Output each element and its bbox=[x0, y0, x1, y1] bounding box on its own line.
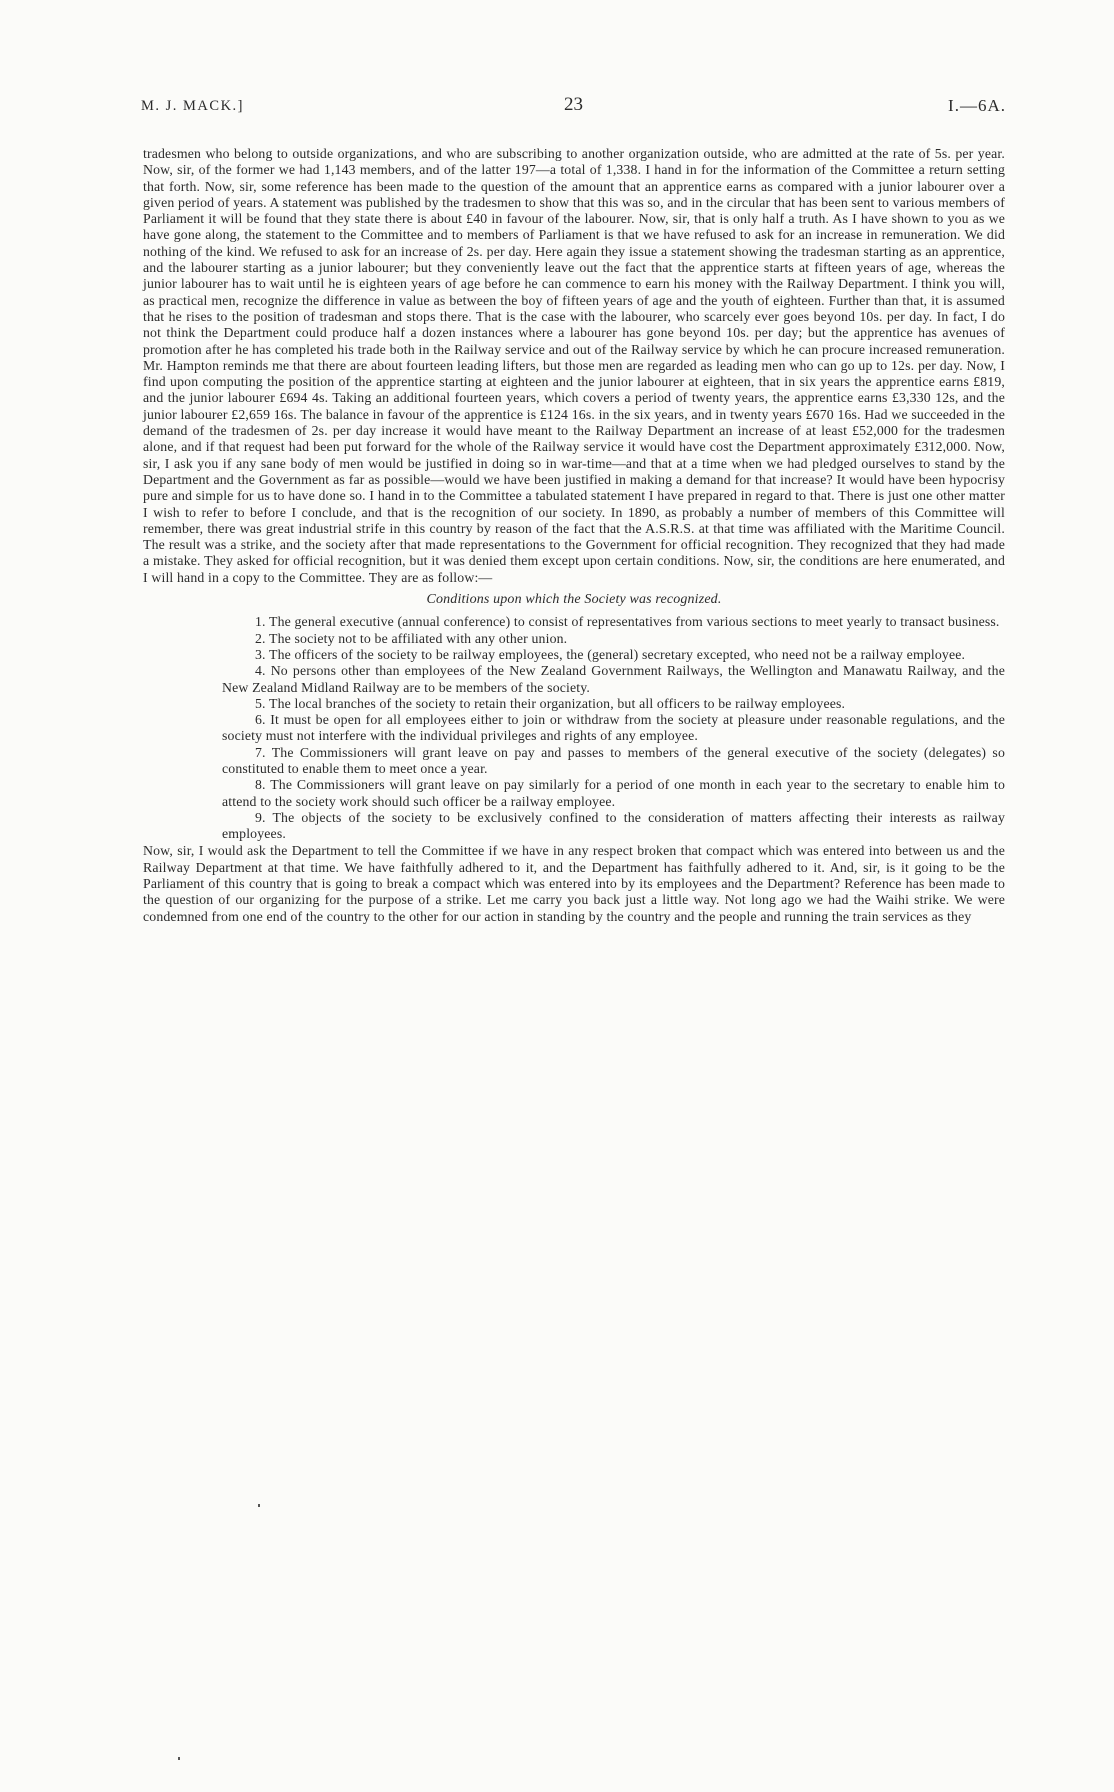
conditions-list bbox=[222, 614, 1005, 842]
page-header bbox=[141, 94, 1006, 122]
condition-item: 4. No persons other than employees of the New Zealand Government Railways, the Wellington and Manawatu Railway, and the New Zealand Midland Railway are to be members of the society. bbox=[222, 663, 1005, 695]
page-number: 23 bbox=[564, 94, 583, 115]
main-paragraph: tradesmen who belong to outside organizations, and who are subscribing to another organization outside, who are admitted at the rate of 5s. per year. Now, sir, of the former we had 1,143 members, and of the latter 197—a total of 1,338. I hand in for the information of the Committee a return setting that forth. Now, sir, some reference has been made to the question of the amount that an apprentice earns as compared with a junior labourer over a given period of years. A statement was published by the tradesmen to show that this was so, and in the circular that has been sent to various members of Parliament it will be found that they state there is about £40 in favour of the labourer. Now, sir, that is only half a truth. As I have shown to you as we have gone along, the statement to the Committee and to members of Parliament is that we have refused to ask for an increase in remuneration. We did nothing of the kind. We refused to ask for an increase of 2s. per day. Here again they issue a statement showing the tradesman starting as an apprentice, and the labourer starting as a junior labourer; but they conveniently leave out the fact that the apprentice starts at fifteen years of age, whereas the junior labourer has to wait until he is eighteen years of age before he can commence to earn his money with the Railway Department. I think you will, as practical men, recognize the difference in value as between the boy of fifteen years of age and the youth of eighteen. Further than that, it is assumed that he rises to the position of tradesman and stops there. That is the case with the labourer, who scarcely ever goes beyond 10s. per day. In fact, I do not think the Department could produce half a dozen instances where a labourer has gone beyond 10s. per day; but the apprentice has avenues of promotion after he has completed his trade both in the Railway service and out of the Railway service by which he can procure increased remuneration. Mr. Hampton reminds me that there are about fourteen leading lifters, but those men are regarded as leading men who can go up to 12s. per day. Now, I find upon computing the position of the apprentice starting at eighteen and the junior labourer at eighteen, that in six years the apprentice earns £819, and the junior labourer £694 4s. Taking an additional fourteen years, which covers a period of twenty years, the apprentice earns £3,330 12s, and the junior labourer £2,659 16s. The balance in favour of the apprentice is £124 16s. in the six years, and in twenty years £670 16s. Had we succeeded in the demand of the tradesmen of 2s. per day increase it would have meant to the Railway Department an increase of at least £52,000 for the tradesmen alone, and if that request had been put forward for the whole of the Railway service it would have cost the Department approximately £312,000. Now, sir, I ask you if any sane body of men would be justified in doing so in war-time—and that at a time when we had pledged ourselves to stand by the Department and the Government as far as possible—would we have been justified in making a demand for that increase? It would have been hypocrisy pure and simple for us to have done so. I hand in to the Committee a tabulated statement I have prepared in regard to that. There is just one other matter I wish to refer to before I conclude, and that is the recognition of our society. In 1890, as probably a number of members of this Committee will remember, there was great industrial strife in this country by reason of the fact that the A.S.R.S. at that time was affiliated with the Maritime Council. The result was a strike, and the society after that made representations to the Government for official recognition. They recognized that they had made a mistake. They asked for official recognition, but it was denied them except upon certain conditions. Now, sir, the conditions are here enumerated, and I will hand in a copy to the Committee. They are as follow:— bbox=[143, 146, 1005, 585]
condition-item: 8. The Commissioners will grant leave on pay similarly for a period of one month in each year to the secretary to enable him to attend to the society work should such officer be a railway employee. bbox=[222, 777, 1005, 809]
condition-item: 9. The objects of the society to be exclusively confined to the consideration of matters affecting their interests as railway employees. bbox=[222, 809, 1005, 842]
body-text bbox=[143, 146, 1005, 925]
scan-speck bbox=[178, 1757, 180, 1760]
scan-speck bbox=[258, 1504, 260, 1507]
header-paper-reference: I.—6A. bbox=[948, 96, 1006, 115]
condition-item: 3. The officers of the society to be railway employees, the (general) secretary excepted, who need not be a railway employee. bbox=[255, 646, 966, 662]
condition-item: 6. It must be open for all employees either to join or withdraw from the society at pleasure under reasonable regulations, and the society must not interfere with the individual privileges and rights of any employee. bbox=[222, 712, 1005, 744]
condition-item: 5. The local branches of the society to retain their organization, but all officers to be railway employees. bbox=[255, 695, 846, 711]
condition-item: 7. The Commissioners will grant leave on pay and passes to members of the general executive of the society (delegates) so constituted to enable them to meet once a year. bbox=[222, 744, 1005, 776]
section-title: Conditions upon which the Society was recognized. bbox=[426, 592, 722, 608]
condition-item: 2. The society not to be affiliated with any other union. bbox=[255, 630, 568, 646]
closing-paragraph: Now, sir, I would ask the Department to tell the Committee if we have in any respect broken that compact which was entered into between us and the Railway Department at that time. We have faithfully adhered to it, and the Department has faithfully adhered to it. And, sir, is it going to be the Parliament of this country that is going to break a compact which was entered into by its employees and the Department? Reference has been made to the question of our organizing for the purpose of a strike. Let me carry you back just a little way. Not long ago we had the Waihi strike. We were condemned from one end of the country to the other for our action in standing by the country and the people and running the train services as they bbox=[143, 843, 1005, 924]
header-witness-name: M. J. MACK.] bbox=[141, 98, 244, 114]
condition-item: 1. The general executive (annual conference) to consist of representatives from various sections to meet yearly to transact business. bbox=[255, 614, 1000, 630]
